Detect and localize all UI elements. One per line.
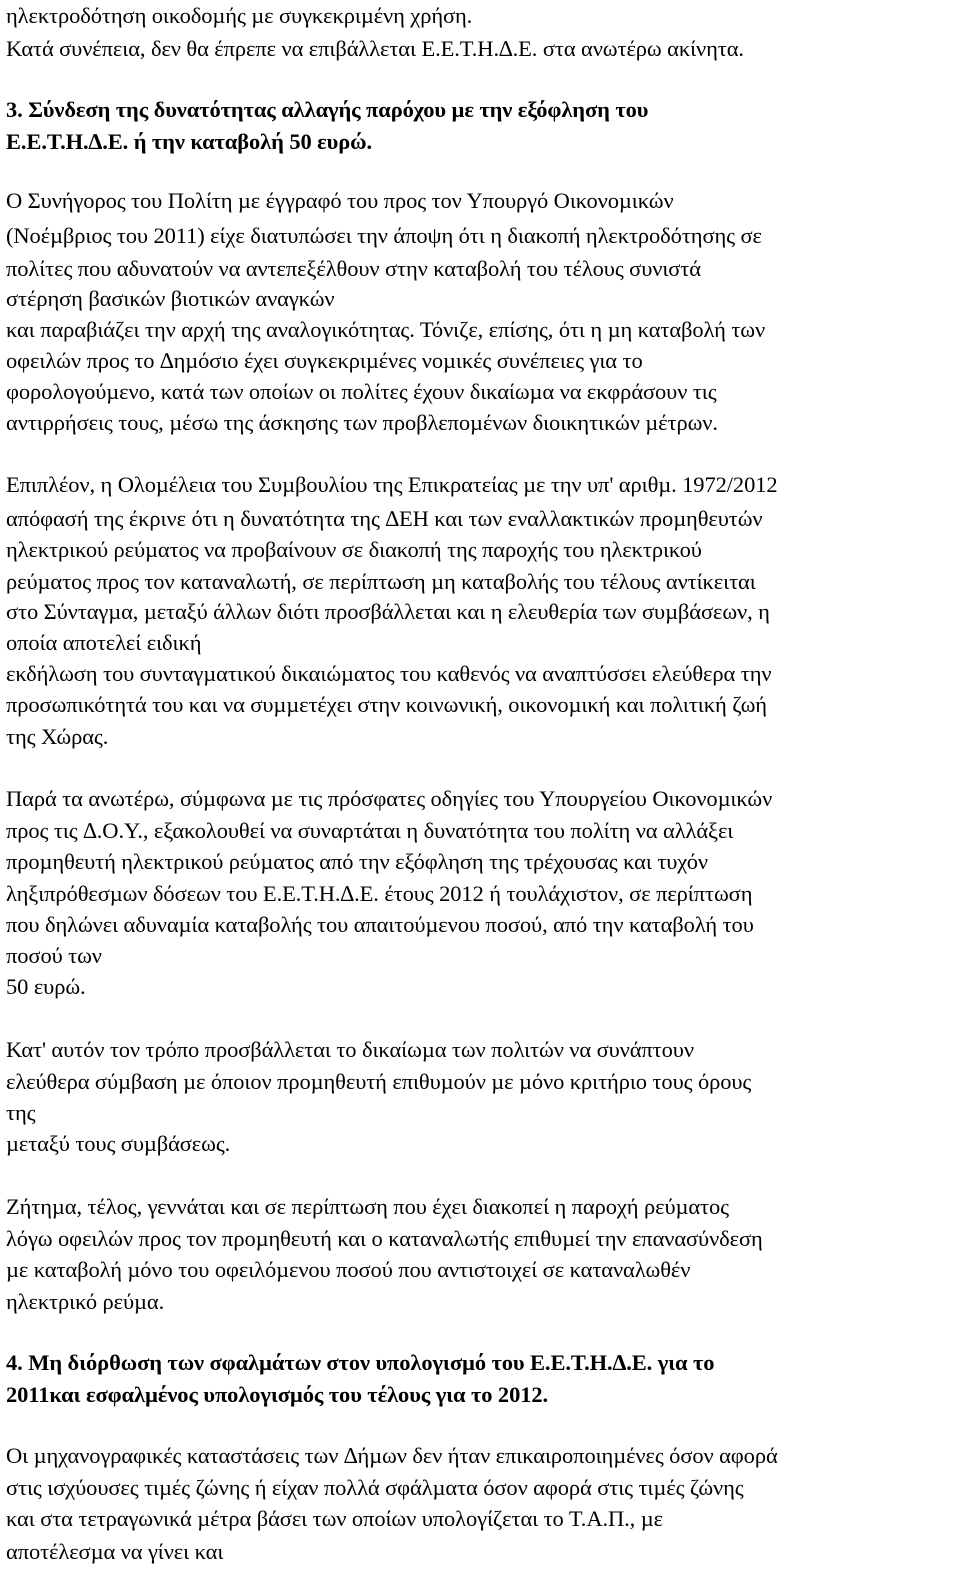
text-line: της: [6, 1100, 36, 1125]
text-line: αποτέλεσµα να γίνει και: [6, 1539, 224, 1564]
text-line: ληξιπρόθεσµων δόσεων του Ε.Ε.Τ.Η.∆.Ε. έτους 2012 ή τουλάχιστον, σε περίπτωση: [6, 881, 753, 906]
text-line: οποία αποτελεί ειδική: [6, 630, 202, 655]
text-line: ηλεκτρικό ρεύµα.: [6, 1289, 165, 1314]
text-line: οφειλών προς το ∆ηµόσιο έχει συγκεκριµένες νοµικές συνέπειες για το: [6, 348, 643, 373]
text-line: και παραβιάζει την αρχή της αναλογικότητας. Τόνιζε, επίσης, ότι η µη καταβολή των: [6, 317, 766, 342]
text-line: ελεύθερα σύµβαση µε όποιον προµηθευτή επιθυµούν µε µόνο κριτήριο τους όρους: [6, 1069, 752, 1094]
text-line: λόγω οφειλών προς τον προµηθευτή και ο καταναλωτής επιθυµεί την επανασύνδεση: [6, 1226, 763, 1251]
text-line: ηλεκτροδότηση οικοδοµής µε συγκεκριµένη χρήση.: [6, 3, 473, 28]
text-line: στις ισχύουσες τιµές ζώνης ή είχαν πολλά σφάλµατα όσον αφορά στις τιµές ζώνης: [6, 1475, 744, 1500]
text-line: εκδήλωση του συνταγµατικού δικαιώµατος του καθενός να αναπτύσσει ελεύθερα την: [6, 661, 772, 686]
section-heading-3: 3. Σύνδεση της δυνατότητας αλλαγής παρόχου µε την εξόφληση του: [6, 97, 649, 122]
text-line: Οι µηχανογραφικές καταστάσεις των ∆ήµων δεν ήταν επικαιροποιηµένες όσον αφορά: [6, 1443, 778, 1468]
text-line: αντιρρήσεις τους, µέσω της άσκησης των προβλεποµένων διοικητικών µέτρων.: [6, 410, 718, 435]
text-line: της Χώρας.: [6, 724, 109, 749]
text-line: Παρά τα ανωτέρω, σύµφωνα µε τις πρόσφατες οδηγίες του Υπουργείου Οικονοµικών: [6, 786, 773, 811]
text-line: Επιπλέον, η Ολοµέλεια του Συµβουλίου της Επικρατείας µε την υπ' αριθµ. 1972/2012: [6, 472, 778, 497]
text-line: προµηθευτή ηλεκτρικού ρεύµατος από την εξόφληση της τρέχουσας και τυχόν: [6, 849, 708, 874]
section-heading-3: Ε.Ε.Τ.Η.∆.Ε. ή την καταβολή 50 ευρώ.: [6, 129, 373, 154]
text-line: που δηλώνει αδυναµία καταβολής του απαιτούµενου ποσού, από την καταβολή του: [6, 912, 754, 937]
text-line: Κατά συνέπεια, δεν θα έπρεπε να επιβάλλεται Ε.Ε.Τ.Η.∆.Ε. στα ανωτέρω ακίνητα.: [6, 36, 744, 61]
text-line: ποσού των: [6, 943, 102, 968]
section-heading-4: 4. Μη διόρθωση των σφαλµάτων στον υπολογισµό του Ε.Ε.Τ.Η.∆.Ε. για το: [6, 1350, 715, 1375]
text-line: 50 ευρώ.: [6, 974, 86, 999]
text-line: φορολογούµενο, κατά των οποίων οι πολίτες έχουν δικαίωµα να εκφράσουν τις: [6, 379, 717, 404]
text-line: Ζήτηµα, τέλος, γεννάται και σε περίπτωση που έχει διακοπεί η παροχή ρεύµατος: [6, 1194, 729, 1219]
text-line: στο Σύνταγµα, µεταξύ άλλων διότι προσβάλλεται και η ελευθερία των συµβάσεων, η: [6, 599, 770, 624]
text-line: απόφασή της έκρινε ότι η δυνατότητα της ∆ΕΗ και των εναλλακτικών προµηθευτών: [6, 506, 763, 531]
text-line: ηλεκτρικού ρεύµατος να προβαίνουν σε διακοπή της παροχής του ηλεκτρικού: [6, 537, 702, 562]
section-heading-4: 2011και εσφαλµένος υπολογισµός του τέλους για το 2012.: [6, 1382, 549, 1407]
text-line: ρεύµατος προς τον καταναλωτή, σε περίπτωση µη καταβολής του τέλους αντίκειται: [6, 569, 756, 594]
text-line: και στα τετραγωνικά µέτρα βάσει των οποίων υπολογίζεται το Τ.Α.Π., µε: [6, 1506, 663, 1531]
text-line: Κατ' αυτόν τον τρόπο προσβάλλεται το δικαίωµα των πολιτών να συνάπτουν: [6, 1037, 694, 1062]
text-line: (Νοέµβριος του 2011) είχε διατυπώσει την άποψη ότι η διακοπή ηλεκτροδότησης σε: [6, 223, 762, 248]
text-line: µε καταβολή µόνο του οφειλόµενου ποσού που αντιστοιχεί σε καταναλωθέν: [6, 1257, 691, 1282]
text-line: Ο Συνήγορος του Πολίτη µε έγγραφό του προς τον Υπουργό Οικονοµικών: [6, 188, 674, 213]
text-line: προσωπικότητά του και να συµµετέχει στην κοινωνική, οικονοµική και πολιτική ζωή: [6, 692, 767, 717]
text-line: προς τις ∆.Ο.Υ., εξακολουθεί να συναρτάται η δυνατότητα του πολίτη να αλλάξει: [6, 818, 734, 843]
text-line: µεταξύ τους συµβάσεως.: [6, 1131, 231, 1156]
text-line: πολίτες που αδυνατούν να αντεπεξέλθουν στην καταβολή του τέλους συνιστά: [6, 256, 701, 281]
text-line: στέρηση βασικών βιοτικών αναγκών: [6, 286, 335, 311]
